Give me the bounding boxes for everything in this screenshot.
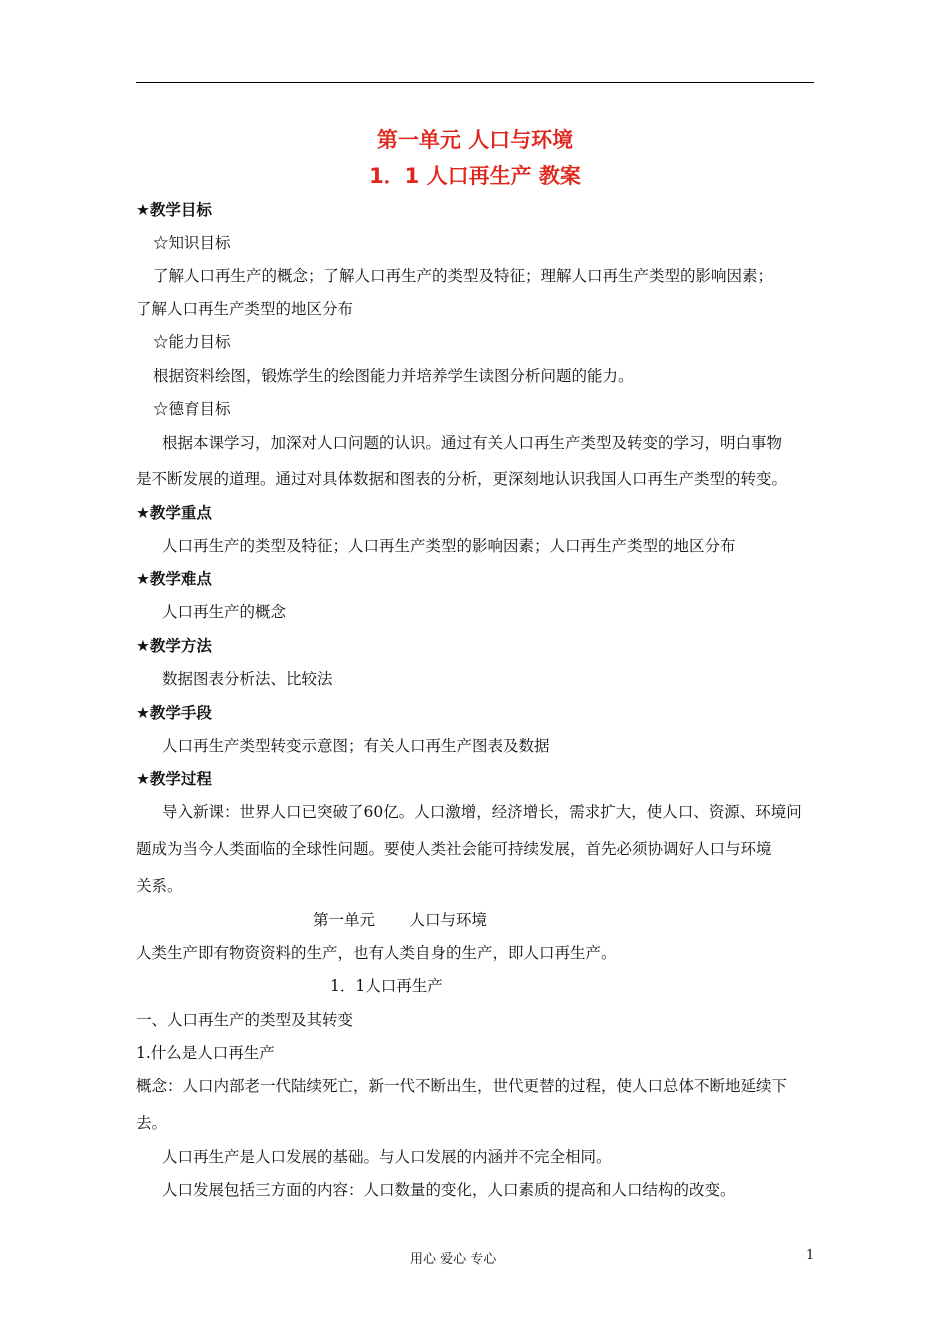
intro-text-3: 关系。 <box>136 877 183 895</box>
production-text: 人类生产即有物资资料的生产，也有人类自身的生产，即人口再生产。 <box>136 944 617 962</box>
page-subtitle: 1．1 人口再生产 教案 <box>369 164 581 188</box>
unit-title: 第一单元 人口与环境 <box>313 911 487 929</box>
moral-label: ☆德育目标 <box>153 400 231 418</box>
objectives-heading: ★教学目标 <box>136 201 212 219</box>
key-points-text: 人口再生产的类型及特征；人口再生产类型的影响因素；人口再生产类型的地区分布 <box>162 537 736 555</box>
concept-text-2: 去。 <box>136 1114 168 1132</box>
ability-label: ☆能力目标 <box>153 333 231 351</box>
part-one-heading: 一、人口再生产的类型及其转变 <box>136 1011 354 1029</box>
difficulties-text: 人口再生产的概念 <box>162 603 287 621</box>
knowledge-label: ☆知识目标 <box>153 234 231 252</box>
development-text: 人口发展包括三方面的内容：人口数量的变化，人口素质的提高和人口结构的改变。 <box>162 1181 736 1199</box>
difficulties-heading: ★教学难点 <box>136 570 212 588</box>
intro-text-2: 题成为当今人类面临的全球性问题。要使人类社会能可持续发展，首先必须协调好人口与环境 <box>136 840 772 858</box>
moral-text-1: 根据本课学习，加深对人口问题的认识。通过有关人口再生产类型及转变的学习，明白事物 <box>162 434 783 452</box>
methods-heading: ★教学方法 <box>136 637 212 655</box>
intro-text-1: 导入新课：世界人口已突破了60亿。人口激增，经济增长，需求扩大，使人口、资源、环境问 <box>162 803 802 821</box>
means-text: 人口再生产类型转变示意图；有关人口再生产图表及数据 <box>162 737 550 755</box>
process-heading: ★教学过程 <box>136 770 212 788</box>
knowledge-text-2: 了解人口再生产类型的地区分布 <box>136 300 354 318</box>
concept-text-1: 概念：人口内部老一代陆续死亡，新一代不断出生，世代更替的过程，使人口总体不断地延续下 <box>136 1077 788 1095</box>
methods-text: 数据图表分析法、比较法 <box>162 670 333 688</box>
item-one-heading: 1.什么是人口再生产 <box>136 1044 275 1062</box>
knowledge-text-1: 了解人口再生产的概念；了解人口再生产的类型及特征；理解人口再生产类型的影响因素； <box>153 267 774 285</box>
footer-motto: 用心 爱心 专心 <box>410 1252 497 1267</box>
moral-text-2: 是不断发展的道理。通过对具体数据和图表的分析，更深刻地认识我国人口再生产类型的转变。 <box>136 470 788 488</box>
basis-text: 人口再生产是人口发展的基础。与人口发展的内涵并不完全相同。 <box>162 1148 612 1166</box>
page-title: 第一单元 人口与环境 <box>376 128 574 152</box>
section-title: 1．1人口再生产 <box>330 977 443 995</box>
ability-text: 根据资料绘图，锻炼学生的绘图能力并培养学生读图分析问题的能力。 <box>153 367 634 385</box>
key-points-heading: ★教学重点 <box>136 504 212 522</box>
means-heading: ★教学手段 <box>136 704 212 722</box>
page-number: 1 <box>806 1248 815 1263</box>
header-rule <box>136 82 814 83</box>
